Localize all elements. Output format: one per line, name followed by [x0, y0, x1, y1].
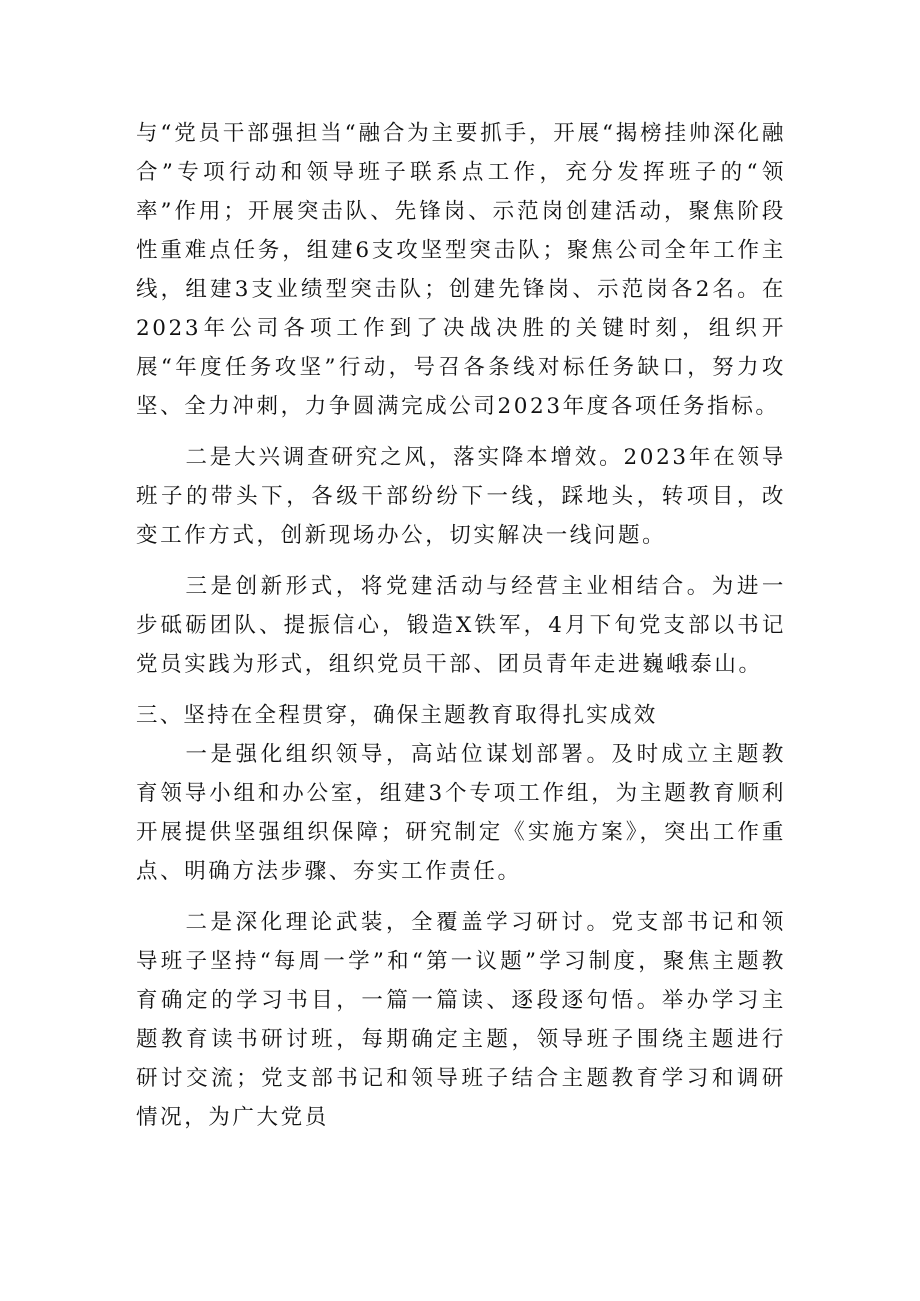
body-paragraph-continuation: 与“党员干部强担当“融合为主要抓手，开展“揭榜挂帅深化融合”专项行动和领导班子联系点工作，充分发挥班子的“领率”作用；开展突击队、先锋岗、示范岗创建活动，聚焦阶段性重难点任务，组建6支攻坚型突击队；聚焦公司全年工作主线，组建3支业绩型突击队；创建先锋岗、示范岗各2名。在2023年公司各项工作到了决战决胜的关键时刻，组织开展“年度任务攻坚”行动，号召各条线对标任务缺口，努力攻坚、全力冲刺，力争圆满完成公司2023年度各项任务指标。 [136, 121, 786, 419]
body-paragraph-theory: 二是深化理论武装，全覆盖学习研讨。党支部书记和领导班子坚持“每周一学”和“第一议题”学习制度，聚焦主题教育确定的学习书目，一篇一篇读、逐段逐句悟。举办学习主题教育读书研讨班，每期确定主题，领导班子围绕主题进行研讨交流；党支部书记和领导班子结合主题教育学习和调研情况，为广大党员 [136, 910, 786, 1130]
document-page [136, 114, 786, 1137]
body-paragraph-innovation: 三是创新形式，将党建活动与经营主业相结合。为进一步砥砺团队、提振信心，锻造X铁军，4月下旬党支部以书记党员实践为形式，组织党员干部、团员青年走进巍峨泰山。 [136, 574, 786, 677]
body-paragraph-research: 二是大兴调查研究之风，落实降本增效。2023年在领导班子的带头下，各级干部纷纷下一线，踩地头，转项目，改变工作方式，创新现场办公，切实解决一线问题。 [136, 445, 786, 548]
body-paragraph-leadership: 一是强化组织领导，高站位谋划部署。及时成立主题教育领导小组和办公室，组建3个专项工作组，为主题教育顺利开展提供坚强组织保障；研究制定《实施方案》，突出工作重点、明确方法步骤、夯实工作责任。 [136, 742, 786, 884]
section-heading: 三、坚持在全程贯穿，确保主题教育取得扎实成效 [136, 703, 658, 728]
